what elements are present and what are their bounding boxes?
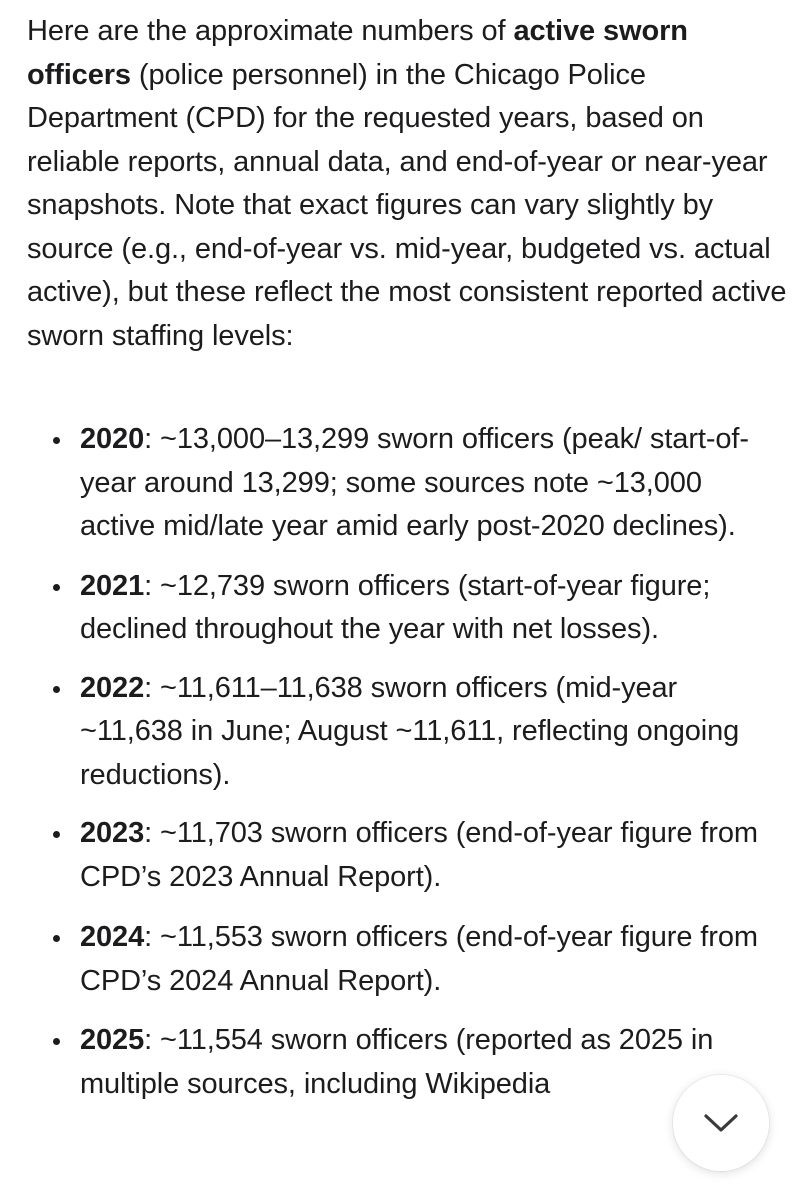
bullet-dot	[53, 831, 60, 838]
year-label: 2022	[80, 671, 145, 704]
bullet-dot	[53, 686, 60, 693]
bullet-dot	[53, 935, 60, 942]
year-description: : ~11,611–11,638 sworn officers (mid-year ~11,638 in June; August ~11,611, reflecting ongoing reductions).	[80, 671, 740, 791]
year-description: : ~11,703 sworn officers (end-of-year figure from CPD’s 2023 Annual Report).	[80, 817, 758, 893]
list-item	[0, 565, 801, 652]
chevron-down-icon	[703, 1113, 739, 1133]
year-description: : ~13,000–13,299 sworn officers (peak/ start-of-year around 13,299; some sources note ~13,000 active mid/late year amid early post-2020 declines).	[80, 423, 749, 542]
year-list	[0, 418, 801, 1106]
list-item	[0, 812, 801, 899]
year-description: : ~11,553 sworn officers (end-of-year figure from CPD’s 2024 Annual Report).	[80, 921, 758, 997]
intro-paragraph	[27, 10, 787, 358]
year-label: 2024	[80, 921, 145, 953]
intro-lead: Here are the approximate numbers of	[27, 15, 514, 47]
intro-bold-term: active sworn officers	[27, 15, 688, 91]
year-description: : ~12,739 sworn officers (start-of-year figure; declined throughout the year with net losses).	[80, 569, 711, 645]
scroll-down-button[interactable]	[673, 1075, 769, 1171]
bullet-dot	[53, 437, 60, 444]
year-label: 2021	[80, 569, 145, 602]
bullet-dot	[53, 584, 60, 591]
intro-rest: (police personnel) in the Chicago Police Department (CPD) for the requested years, based on reliable reports, annual data, and end-of-year or near-year snapshots. Note that exact figures can vary slightly by source (e.g., end-of-year vs. mid-year, budgeted vs. actual active), but these reflect the most consistent reported active sworn staffing levels:	[27, 58, 787, 352]
year-description: : ~11,554 sworn officers (reported as 2025 in multiple sources, including Wikipedia	[80, 1024, 714, 1100]
year-label: 2020	[80, 423, 145, 455]
year-label: 2023	[80, 817, 145, 849]
year-label: 2025	[80, 1024, 145, 1056]
list-item	[0, 916, 801, 1003]
bullet-dot	[53, 1038, 60, 1045]
list-item	[0, 1019, 801, 1106]
list-item	[0, 418, 801, 549]
list-item	[0, 667, 801, 798]
